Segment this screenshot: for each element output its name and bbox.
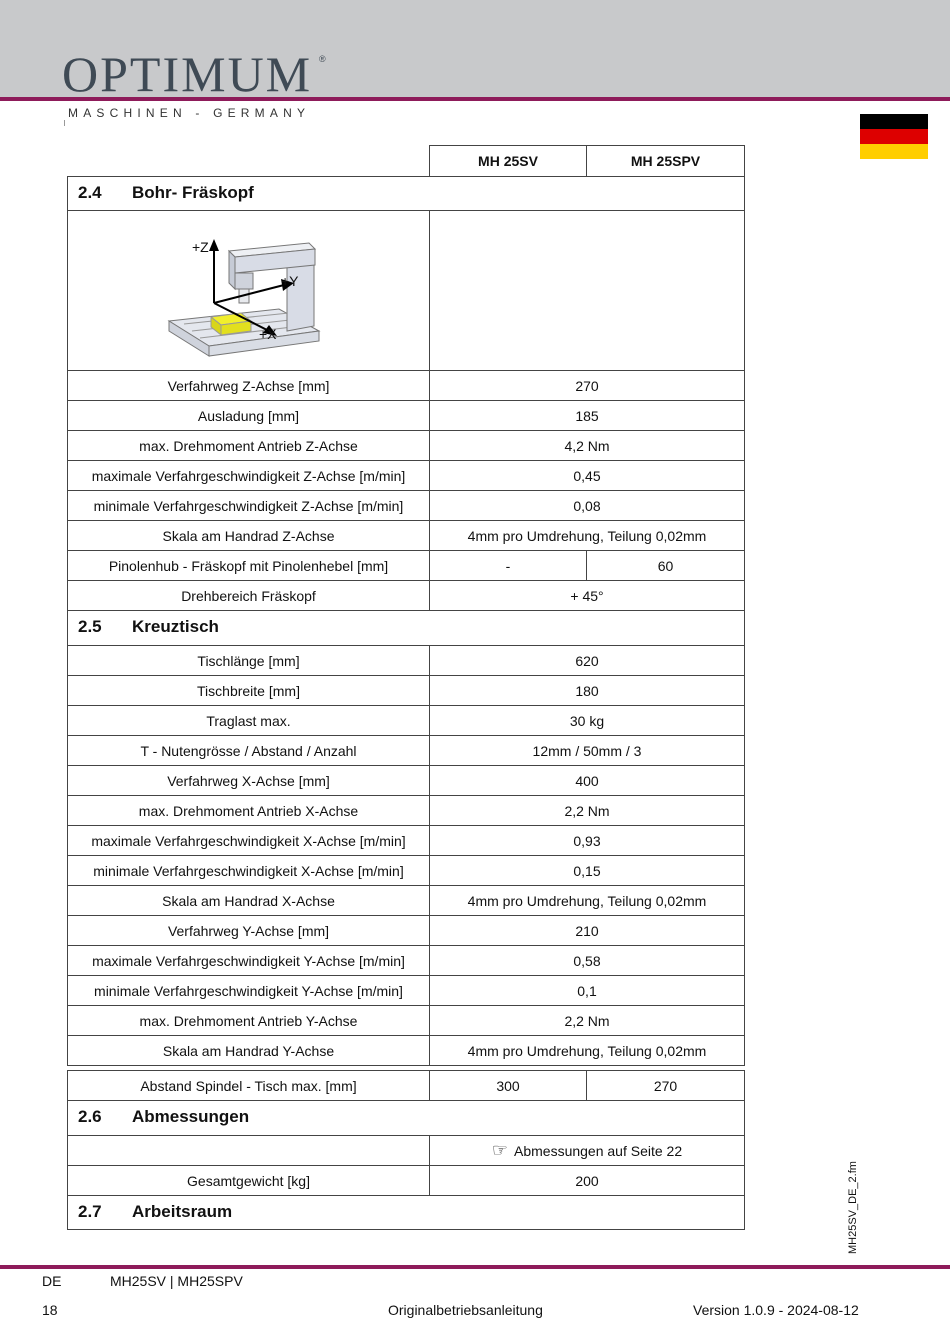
table-row: [67, 490, 745, 521]
table-row: [67, 400, 745, 431]
row-label: Traglast max.: [67, 705, 430, 736]
registered-mark: ®: [319, 54, 326, 64]
file-name-vertical: MH25SV_DE_2.fm: [847, 1161, 859, 1254]
row-value: 4,2 Nm: [429, 430, 745, 461]
row-value: 200: [429, 1165, 745, 1196]
footer-page-number: 18: [42, 1302, 58, 1318]
section-header-2-5: [67, 610, 745, 646]
brand-logo: OPTIMUM: [62, 46, 313, 102]
figure-empty-cell: [429, 210, 745, 371]
row-value: 0,45: [429, 460, 745, 491]
table-row: [67, 580, 745, 611]
row-value: 270: [429, 370, 745, 401]
table-row: [67, 975, 745, 1006]
row-label: Skala am Handrad X-Achse: [67, 885, 430, 916]
table-row: [67, 430, 745, 461]
row-label: Skala am Handrad Z-Achse: [67, 520, 430, 551]
row-label: Tischbreite [mm]: [67, 675, 430, 706]
row-value: + 45°: [429, 580, 745, 611]
section-number: 2.6: [78, 1107, 102, 1126]
row-label: minimale Verfahrgeschwindigkeit X-Achse [m/min]: [67, 855, 430, 886]
row-value-mh25sv: 300: [429, 1070, 587, 1101]
row-value: 12mm / 50mm / 3: [429, 735, 745, 766]
row-value: 2,2 Nm: [429, 1005, 745, 1036]
figure-cell: [67, 210, 430, 371]
section-title: Bohr- Fräskopf: [132, 183, 254, 202]
table-row: [67, 460, 745, 491]
row-value: 400: [429, 765, 745, 796]
row-label: Drehbereich Fräskopf: [67, 580, 430, 611]
table-row: [67, 520, 745, 551]
row-value: 4mm pro Umdrehung, Teilung 0,02mm: [429, 885, 745, 916]
section-title: Arbeitsraum: [132, 1202, 233, 1221]
table-row: [67, 1035, 745, 1066]
footer-models: MH25SV | MH25SPV: [110, 1273, 243, 1289]
table-row: [67, 915, 745, 946]
table-row: [67, 795, 745, 826]
row-label: Verfahrweg X-Achse [mm]: [67, 765, 430, 796]
logo-tick: [64, 120, 65, 126]
table-row: [67, 1070, 745, 1101]
row-label: Tischlänge [mm]: [67, 645, 430, 676]
row-value: 4mm pro Umdrehung, Teilung 0,02mm: [429, 1035, 745, 1066]
row-value: 0,15: [429, 855, 745, 886]
row-value: 30 kg: [429, 705, 745, 736]
footer-document-title: Originalbetriebsanleitung: [388, 1302, 543, 1318]
footer-rule: [0, 1265, 950, 1269]
row-label: maximale Verfahrgeschwindigkeit Z-Achse [m/min]: [67, 460, 430, 491]
column-header-mh25spv: MH 25SPV: [586, 145, 745, 177]
table-row: [67, 885, 745, 916]
section-title: Abmessungen: [132, 1107, 250, 1126]
table-row: [67, 705, 745, 736]
row-label: minimale Verfahrgeschwindigkeit Z-Achse [m/min]: [67, 490, 430, 521]
section-title: Kreuztisch: [132, 617, 219, 636]
row-label: max. Drehmoment Antrieb X-Achse: [67, 795, 430, 826]
table-row: [67, 1135, 745, 1166]
row-label: [67, 1135, 430, 1166]
row-label: max. Drehmoment Antrieb Y-Achse: [67, 1005, 430, 1036]
column-header-mh25sv: MH 25SV: [429, 145, 587, 177]
row-value-reference: [429, 1135, 745, 1166]
table-row: [67, 1005, 745, 1036]
section-header-2-4: [67, 176, 745, 211]
table-header-row: [67, 145, 745, 177]
row-value: 2,2 Nm: [429, 795, 745, 826]
table-row: [67, 945, 745, 976]
section-header-2-7: [67, 1195, 745, 1230]
row-label: max. Drehmoment Antrieb Z-Achse: [67, 430, 430, 461]
milling-head-axes-figure: [159, 221, 339, 361]
axis-y-label: +Y: [281, 273, 299, 289]
table-row: [67, 550, 745, 581]
row-label: Pinolenhub - Fräskopf mit Pinolenhebel [mm]: [67, 550, 430, 581]
section-number: 2.5: [78, 617, 102, 636]
pointing-hand-icon: ☞: [491, 1140, 508, 1160]
row-label: minimale Verfahrgeschwindigkeit Y-Achse [m/min]: [67, 975, 430, 1006]
table-row: [67, 370, 745, 401]
row-label: Skala am Handrad Y-Achse: [67, 1035, 430, 1066]
figure-row: [67, 210, 745, 371]
table-row: [67, 855, 745, 886]
row-label: Ausladung [mm]: [67, 400, 430, 431]
table-row: [67, 645, 745, 676]
table-row: [67, 825, 745, 856]
axis-x-label: +X: [259, 326, 277, 342]
row-label: Gesamtgewicht [kg]: [67, 1165, 430, 1196]
section-number: 2.7: [78, 1202, 102, 1221]
row-value: 0,1: [429, 975, 745, 1006]
row-label: Verfahrweg Z-Achse [mm]: [67, 370, 430, 401]
table-row: [67, 735, 745, 766]
row-value: 0,08: [429, 490, 745, 521]
row-value: 180: [429, 675, 745, 706]
row-value: 4mm pro Umdrehung, Teilung 0,02mm: [429, 520, 745, 551]
table-row: [67, 1165, 745, 1196]
row-label: T - Nutengrösse / Abstand / Anzahl: [67, 735, 430, 766]
row-value-mh25spv: 60: [586, 550, 745, 581]
german-flag-icon: [860, 114, 928, 159]
footer-language: DE: [42, 1273, 62, 1289]
row-value: 0,58: [429, 945, 745, 976]
row-value-mh25spv: 270: [586, 1070, 745, 1101]
row-value: 210: [429, 915, 745, 946]
row-label: maximale Verfahrgeschwindigkeit X-Achse [m/min]: [67, 825, 430, 856]
section-number: 2.4: [78, 183, 102, 202]
brand-subtitle: MASCHINEN - GERMANY: [68, 106, 311, 120]
row-value: 0,93: [429, 825, 745, 856]
table-row: [67, 765, 745, 796]
section-header-2-6: [67, 1100, 745, 1136]
row-value: 185: [429, 400, 745, 431]
row-label: Abstand Spindel - Tisch max. [mm]: [67, 1070, 430, 1101]
row-value-mh25sv: -: [429, 550, 587, 581]
table-row: [67, 675, 745, 706]
row-label: maximale Verfahrgeschwindigkeit Y-Achse [m/min]: [67, 945, 430, 976]
footer-version: Version 1.0.9 - 2024-08-12: [693, 1302, 859, 1318]
row-label: Verfahrweg Y-Achse [mm]: [67, 915, 430, 946]
axis-z-label: +Z: [192, 239, 209, 255]
row-value: 620: [429, 645, 745, 676]
dimensions-reference-text: Abmessungen auf Seite 22: [514, 1142, 683, 1159]
